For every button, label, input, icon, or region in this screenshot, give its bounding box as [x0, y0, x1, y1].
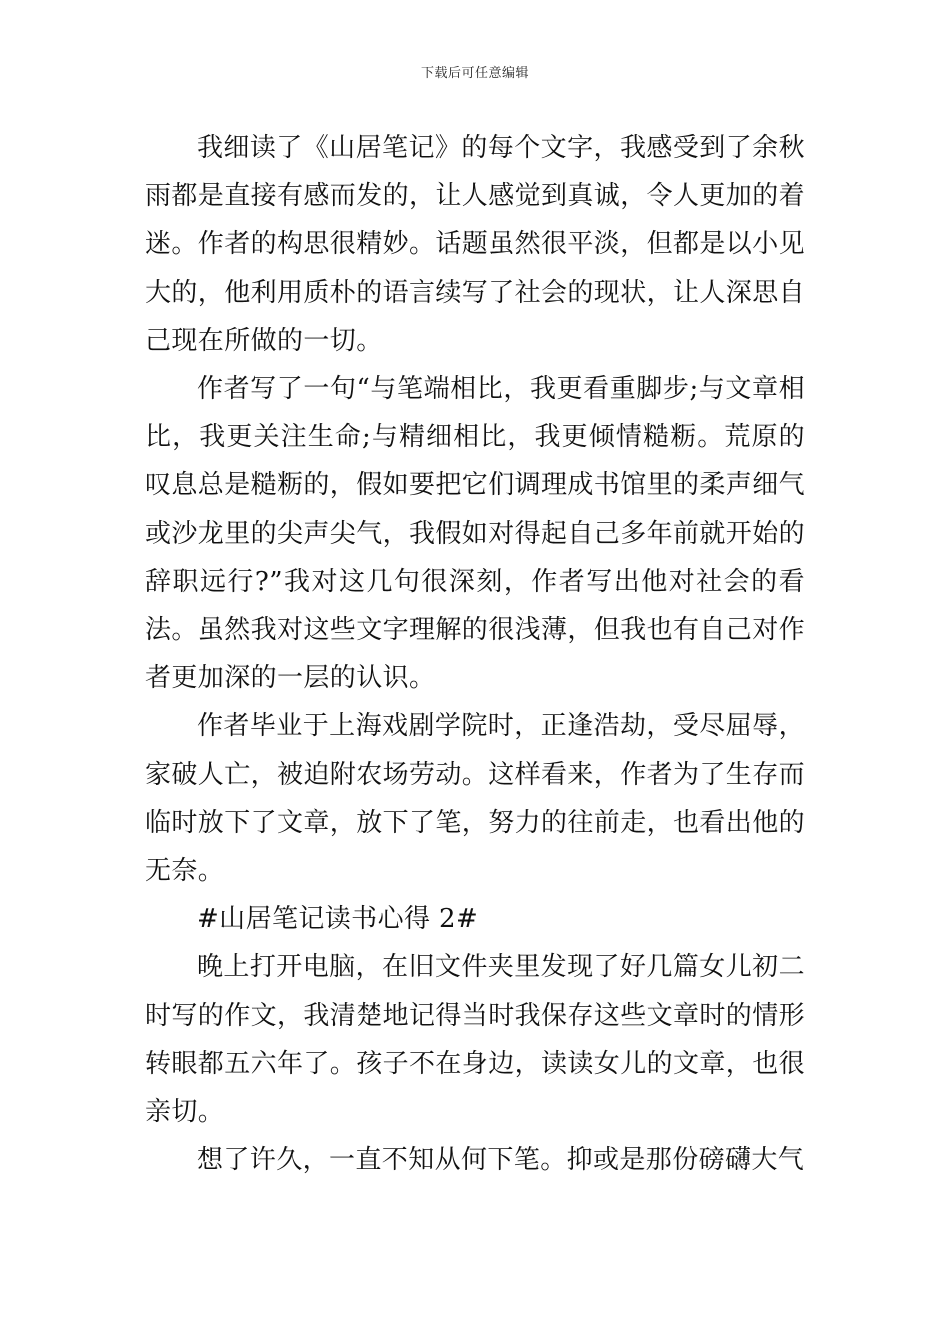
document-body: [145, 124, 805, 1184]
paragraph-5: 想了许久，一直不知从何下笔。抑或是那份磅礴大气: [197, 1145, 805, 1176]
paragraph-4: 晚上打开电脑，在旧文件夹里发现了好几篇女儿初二时写的作文，我清楚地记得当时我保存这些文章时的情形转眼都五六年了。孩子不在身边，读读女儿的文章，也很亲切。: [145, 952, 806, 1128]
section-heading: #山居笔记读书心得 2#: [197, 904, 479, 935]
paragraph-2: 作者写了一句“与笔端相比，我更看重脚步;与文章相比，我更关注生命;与精细相比，我更倾情糙粝。荒原的叹息总是糙粝的，假如要把它们调理成书馆里的柔声细气或沙龙里的尖声尖气，我假如对得起自己多年前就开始的辞职远行?”我对这几句很深刻，作者写出他对社会的看法。虽然我对这些文字理解的很浅薄，但我也有自己对作者更加深的一层的认识。: [145, 374, 806, 694]
paragraph-1: 我细读了《山居笔记》的每个文字，我感受到了余秋雨都是直接有感而发的，让人感觉到真诚，令人更加的着迷。作者的构思很精妙。话题虽然很平淡，但都是以小见大的，他利用质朴的语言续写了社会的现状，让人深思自己现在所做的一切。: [145, 133, 806, 356]
paragraph-3: 作者毕业于上海戏剧学院时，正逢浩劫，受尽屈辱，家破人亡，被迫附农场劳动。这样看来，作者为了生存而临时放下了文章，放下了笔，努力的往前走，也看出他的无奈。: [145, 711, 806, 887]
page-header-note: 下载后可任意编辑: [420, 66, 529, 81]
